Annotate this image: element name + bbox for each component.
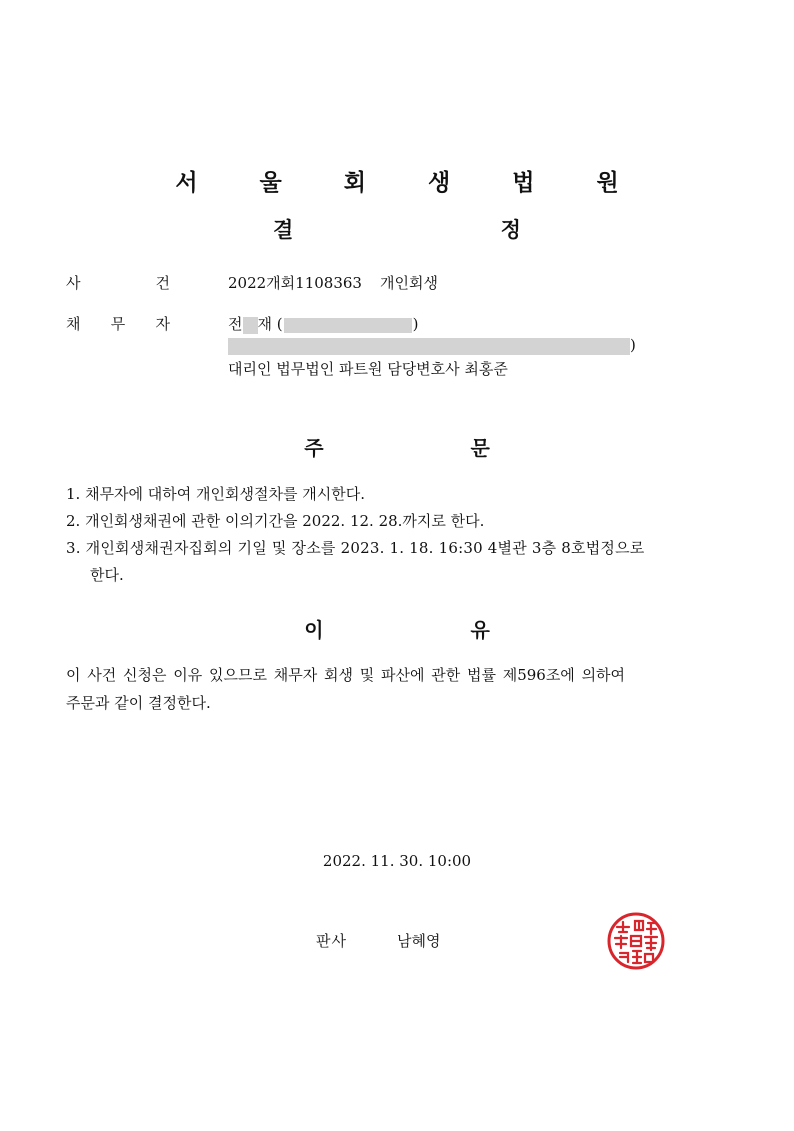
order-item-3: 3. 개인회생채권자집회의 기일 및 장소를 2023. 1. 18. 16:30 4별관 3층 8호법정으로 <box>66 539 645 557</box>
close-paren: ) <box>412 315 419 333</box>
case-label <box>66 272 170 293</box>
reason-line-1: 이 사건 신청은 이유 있으므로 채무자 회생 및 파산에 관한 법률 제596조에 의하여 <box>66 666 626 684</box>
debtor-label-char-3: 자 <box>155 315 170 333</box>
debtor-label <box>66 313 170 334</box>
reason-line-2: 주문과 같이 결정한다. <box>66 694 211 712</box>
debtor-label-char-2: 무 <box>110 315 126 333</box>
address-close-paren: ) <box>630 336 636 354</box>
case-label-char-1: 사 <box>66 274 81 292</box>
case-label-char-2: 건 <box>155 274 170 292</box>
order-item-2: 2. 개인회생채권에 관한 이의기간을 2022. 12. 28.까지로 한다. <box>66 512 485 530</box>
reason-heading: 이 유 <box>304 618 560 642</box>
judge-name: 남혜영 <box>397 932 441 950</box>
case-value <box>228 272 438 293</box>
order-item-3-continued: 한다. <box>90 566 124 584</box>
court-seal-stamp <box>603 910 669 972</box>
case-type: 개인회생 <box>379 274 438 292</box>
seal-icon <box>603 910 669 972</box>
order-heading: 주 문 <box>304 436 560 460</box>
debtor-agent: 대리인 법무법인 파트원 담당변호사 최홍준 <box>228 360 508 378</box>
court-name: 서 울 회 생 법 원 <box>175 170 646 196</box>
judge-title: 판사 <box>316 932 347 950</box>
redacted-address <box>228 338 630 355</box>
redacted-name-middle <box>243 317 258 334</box>
debtor-address-line <box>228 336 636 355</box>
debtor-name-line <box>228 313 419 334</box>
order-item-1: 1. 채무자에 대하여 개인회생절차를 개시한다. <box>66 485 365 503</box>
debtor-name-first: 전 <box>228 315 243 333</box>
debtor-name-last: 재 <box>257 315 272 333</box>
case-number: 2022개회1108363 <box>228 274 362 292</box>
debtor-label-char-1: 채 <box>66 315 81 333</box>
redacted-id-number <box>284 318 412 333</box>
decision-date: 2022. 11. 30. 10:00 <box>322 852 472 870</box>
open-paren: ( <box>276 315 283 333</box>
document-type: 결 정 <box>273 218 621 242</box>
